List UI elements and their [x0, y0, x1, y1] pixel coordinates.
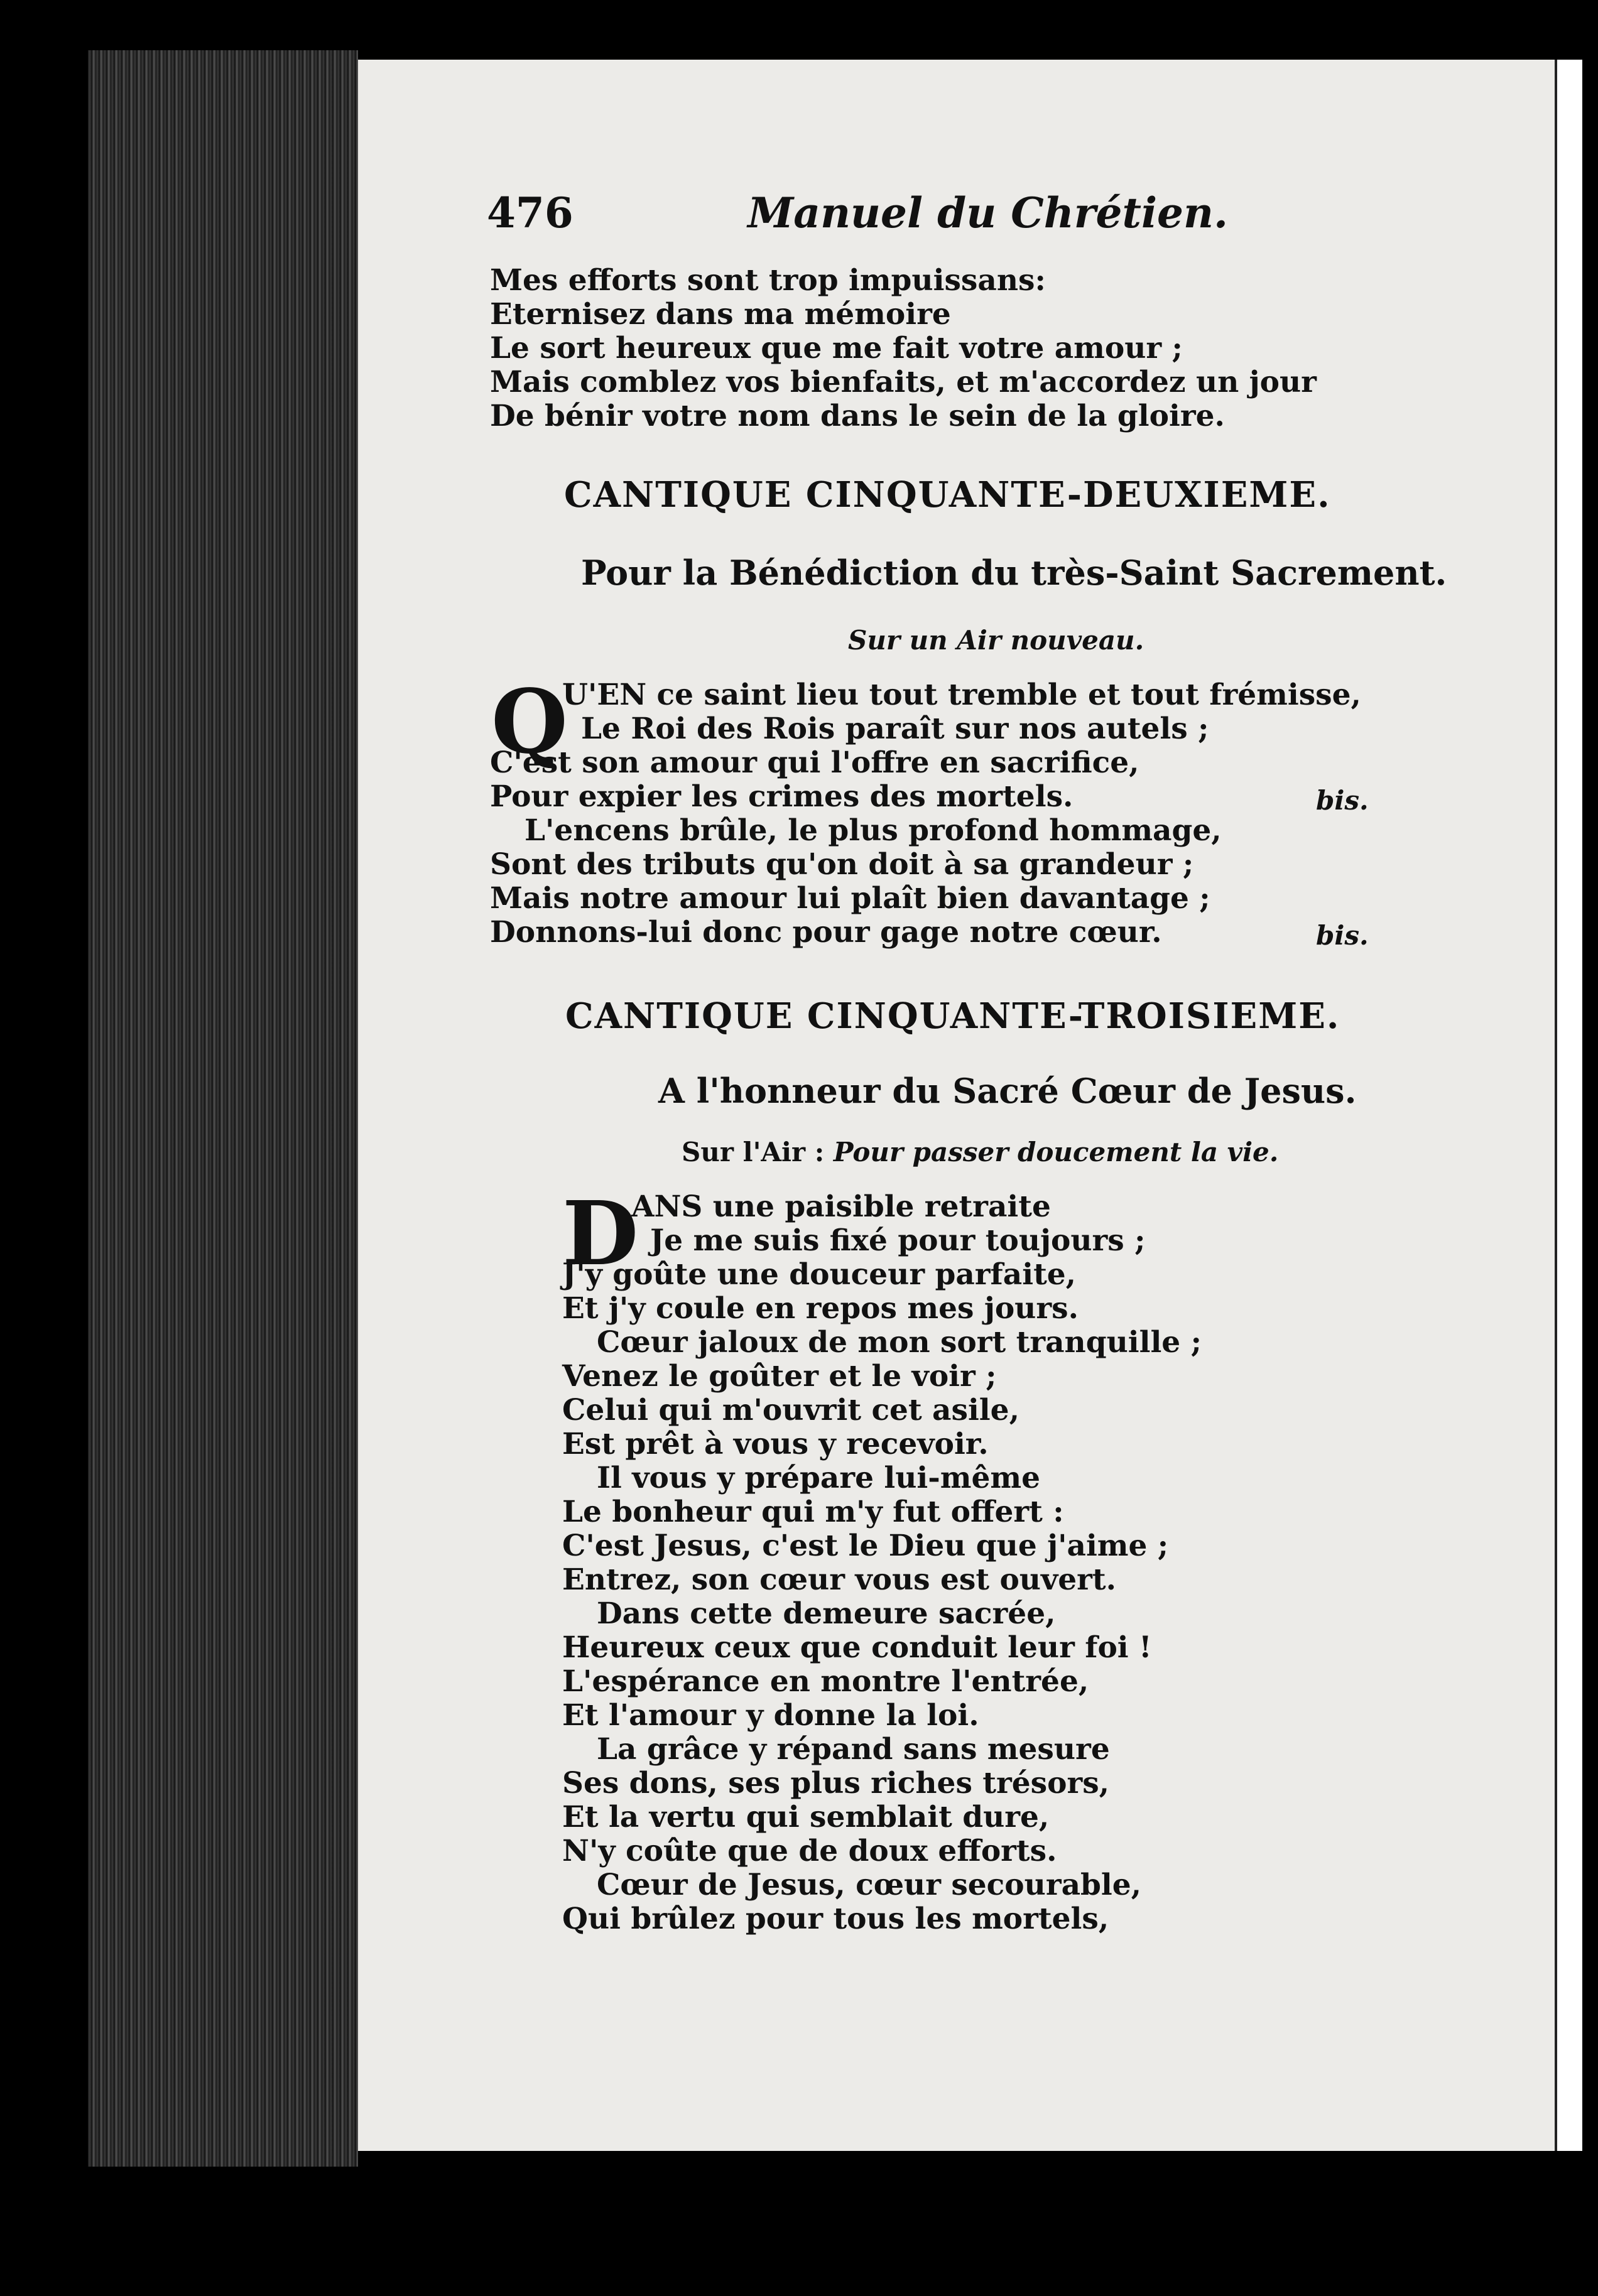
- verse-line: Il vous y prépare lui-même: [597, 1461, 1041, 1495]
- verse-line: Mes efforts sont trop impuissans:: [490, 263, 1046, 298]
- page-header: [487, 188, 1228, 239]
- verse-line: Donnons-lui donc pour gage notre cœur.: [490, 915, 1162, 950]
- cantique-52-air: Sur un Air nouveau.: [848, 625, 1144, 656]
- verse-line: Et l'amour y donne la loi.: [562, 1698, 979, 1733]
- verse-line: Celui qui m'ouvrit cet asile,: [562, 1393, 1019, 1427]
- drop-cap: Q: [491, 671, 568, 774]
- book-page-edges: [88, 50, 358, 2167]
- air-name: Pour passer doucement la vie.: [833, 1137, 1279, 1167]
- verse-line: J'y goûte une douceur parfaite,: [562, 1257, 1077, 1292]
- cantique-52-subtitle: Pour la Bénédiction du très-Saint Sacrement.: [581, 553, 1447, 593]
- verse-line: Ses dons, ses plus riches trésors,: [562, 1766, 1110, 1801]
- verse-line: Et la vertu qui semblait dure,: [562, 1800, 1050, 1834]
- verse-line: Je me suis fixé pour toujours ;: [650, 1223, 1146, 1258]
- verse-line: Pour expier les crimes des mortels.: [490, 779, 1073, 814]
- verse-line: Et j'y coule en repos mes jours.: [562, 1291, 1079, 1326]
- drop-cap: D: [562, 1183, 639, 1286]
- verse-line: N'y coûte que de doux efforts.: [562, 1834, 1057, 1868]
- verse-line: L'espérance en montre l'entrée,: [562, 1664, 1089, 1699]
- verse-line: De bénir votre nom dans le sein de la gloire.: [490, 399, 1225, 433]
- verse-line: Le sort heureux que me fait votre amour ;: [490, 331, 1183, 366]
- verse-line: Cœur de Jesus, cœur secourable,: [597, 1868, 1142, 1902]
- verse-line: Mais notre amour lui plaît bien davantage ;: [490, 881, 1210, 916]
- verse-line: L'encens brûle, le plus profond hommage,: [525, 813, 1222, 848]
- cantique-52-title: CANTIQUE CINQUANTE-DEUXIEME.: [564, 474, 1331, 516]
- verse-line: ANS une paisible retraite: [631, 1189, 1051, 1224]
- verse-line: La grâce y répand sans mesure: [597, 1732, 1110, 1767]
- verse-line: Le Roi des Rois paraît sur nos autels ;: [581, 712, 1209, 746]
- cantique-53-air: [682, 1137, 1278, 1167]
- air-prefix: Sur l'Air :: [682, 1137, 825, 1167]
- verse-line: Le bonheur qui m'y fut offert :: [562, 1495, 1064, 1529]
- bis-marker: bis.: [1316, 920, 1369, 951]
- cantique-53-title: CANTIQUE CINQUANTE-TROISIEME.: [565, 995, 1340, 1037]
- cantique-53-stanza: [562, 1183, 1202, 1936]
- verse-line: Sont des tributs qu'on doit à sa grandeur ;: [490, 847, 1194, 882]
- continued-stanza: [490, 264, 1317, 433]
- verse-line: Eternisez dans ma mémoire: [490, 297, 951, 332]
- verse-line: Est prêt à vous y recevoir.: [562, 1427, 989, 1461]
- bis-marker: bis.: [1316, 785, 1369, 816]
- cantique-53-subtitle: A l'honneur du Sacré Cœur de Jesus.: [658, 1071, 1357, 1111]
- verse-line: C'est Jesus, c'est le Dieu que j'aime ;: [562, 1529, 1169, 1563]
- running-title: Manuel du Chrétien.: [747, 188, 1228, 237]
- verse-line: Entrez, son cœur vous est ouvert.: [562, 1562, 1117, 1597]
- verse-line: Mais comblez vos bienfaits, et m'accordez un jour: [490, 365, 1317, 399]
- verse-line: Venez le goûter et le voir ;: [562, 1359, 997, 1394]
- verse-line: C'est son amour qui l'offre en sacrifice,: [490, 745, 1139, 780]
- page-number: 476: [487, 188, 573, 237]
- verse-line: Dans cette demeure sacrée,: [597, 1596, 1056, 1631]
- facing-page-edge: [1555, 60, 1582, 2151]
- verse-line: Qui brûlez pour tous les mortels,: [562, 1902, 1109, 1936]
- verse-line: U'EN ce saint lieu tout tremble et tout frémisse,: [562, 678, 1361, 712]
- verse-line: Heureux ceux que conduit leur foi !: [562, 1630, 1152, 1665]
- verse-line: Cœur jaloux de mon sort tranquille ;: [597, 1325, 1202, 1360]
- cantique-52-stanza: [490, 671, 1361, 950]
